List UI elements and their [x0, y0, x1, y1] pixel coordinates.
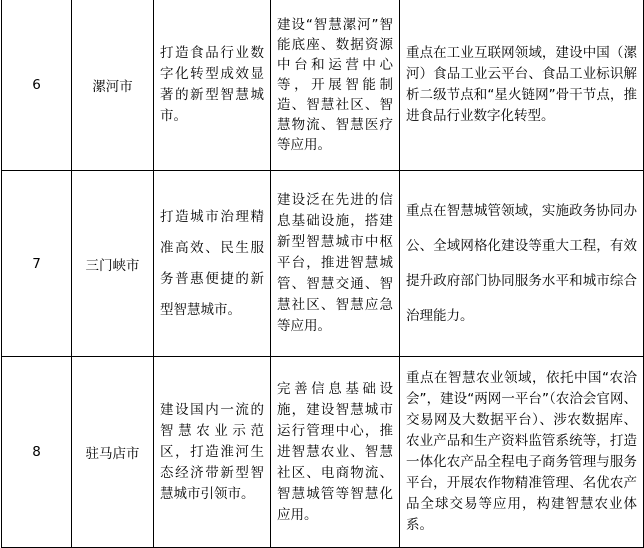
table-row	[2, 171, 644, 357]
table-row	[2, 357, 644, 548]
focus-area-cell: 重点在工业互联网领域，建设中国（漯河）食品工业云平台、食品工业标识解析二级节点和“星火链网”骨干节点，推进食品行业数字化转型。	[400, 0, 644, 171]
focus-area-cell: 重点在智慧城管领域，实施政务协同办公、全域网格化建设等重大工程，有效提升政府部门协同服务水平和城市综合治理能力。	[400, 171, 644, 357]
row-number-cell: 8	[2, 357, 72, 548]
construction-content-cell: 建设泛在先进的信息基础设施，搭建新型智慧城市中枢平台，推进智慧城管、智慧交通、智慧社区、智慧应急等应用。	[271, 171, 400, 357]
row-number-cell: 7	[2, 171, 72, 357]
development-goal-cell: 建设国内一流的智慧农业示范区，打造淮河生态经济带新型智慧城市引领市。	[154, 357, 271, 548]
table-row	[2, 0, 644, 171]
row-number-cell: 6	[2, 0, 72, 171]
construction-content-cell: 建设“智慧漯河”智能底座、数据资源中台和运营中心等，开展智能制造、智慧社区、智慧物流、智慧医疗等应用。	[271, 0, 400, 171]
focus-area-cell: 重点在智慧农业领域，依托中国“农洽会”，建设“两网一平台”（农洽会官网、交易网及大数据平台）、涉农数据库、农业产品和生产资料监管系统等，打造一体化农产品全程电子商务管理与服务平台，开展农作物精准管理、名优农产品全球交易等应用，构建智慧农业体系。	[400, 357, 644, 548]
city-name-cell: 漯河市	[72, 0, 154, 171]
development-goal-cell: 打造食品行业数字化转型成效显著的新型智慧城市。	[154, 0, 271, 171]
development-goal-cell: 打造城市治理精准高效、民生服务普惠便捷的新型智慧城市。	[154, 171, 271, 357]
city-name-cell: 驻马店市	[72, 357, 154, 548]
construction-content-cell: 完善信息基础设施，建设智慧城市运行管理中心，推进智慧农业、智慧社区、电商物流、智慧城管等智慧化应用。	[271, 357, 400, 548]
city-name-cell: 三门峡市	[72, 171, 154, 357]
smart-city-table	[1, 0, 644, 548]
